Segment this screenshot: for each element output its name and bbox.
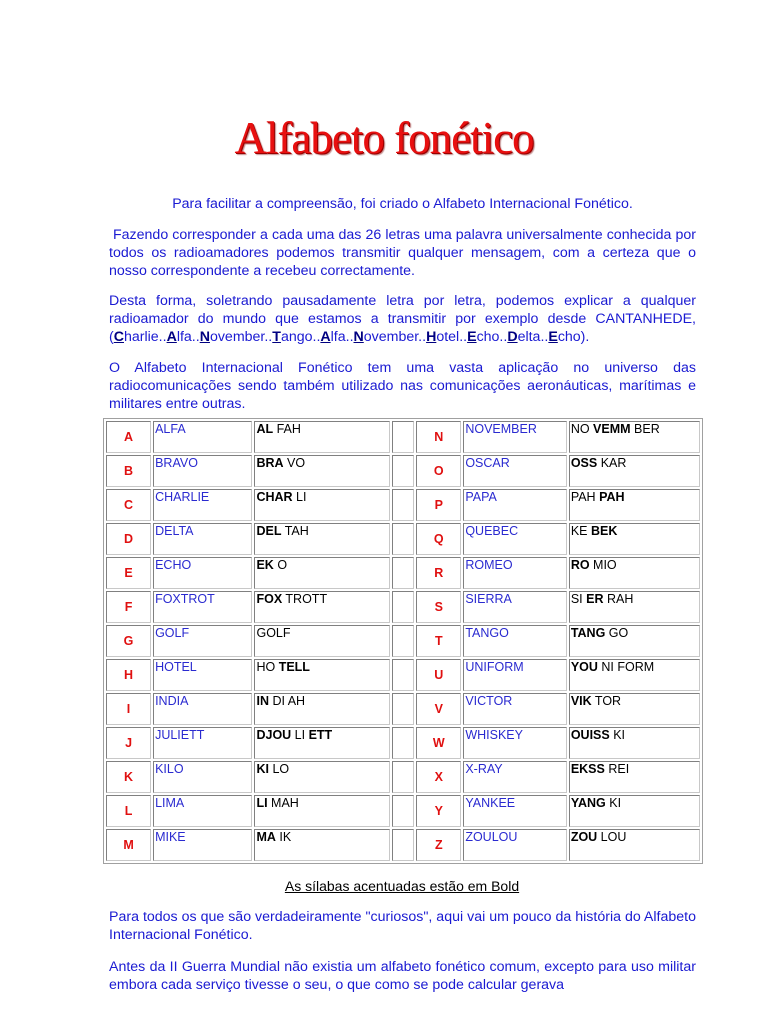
code-word-cell: WHISKEY (463, 727, 566, 759)
letter-cell: O (416, 455, 461, 487)
syllable: RAH (603, 592, 634, 606)
table-row (106, 761, 700, 793)
pronunciation-cell (569, 489, 700, 521)
table-row (106, 795, 700, 827)
syllable: O (273, 558, 288, 572)
example-initial: E (548, 329, 558, 345)
example-rest: ovember.. (209, 329, 273, 345)
pronunciation-cell (254, 693, 389, 725)
letter-cell: C (106, 489, 151, 521)
letter-cell: V (416, 693, 461, 725)
stressed-syllable: FOX (256, 592, 283, 606)
stressed-syllable: ETT (308, 728, 333, 742)
table-row (106, 489, 700, 521)
syllable: IK (275, 830, 292, 844)
example-rest: lfa.. (330, 329, 354, 345)
table-row (106, 829, 700, 861)
pronunciation-cell (254, 455, 389, 487)
stressed-syllable: DJOU (256, 728, 292, 742)
pronunciation-cell (569, 829, 700, 861)
code-word-cell: NOVEMBER (463, 421, 566, 453)
code-word-cell: SIERRA (463, 591, 566, 623)
pronunciation-cell (569, 795, 700, 827)
spacer-cell (392, 727, 415, 759)
stressed-syllable: RO (570, 558, 590, 572)
stressed-syllable: OSS (570, 456, 598, 470)
code-word-cell: HOTEL (153, 659, 252, 691)
syllable: LO (268, 762, 290, 776)
letter-cell: F (106, 591, 151, 623)
code-word-cell: ROMEO (463, 557, 566, 589)
code-word-cell: JULIETT (153, 727, 252, 759)
example-rest: lfa.. (176, 329, 200, 345)
pronunciation-cell (254, 727, 389, 759)
stressed-syllable: BEK (590, 524, 618, 538)
example-initial: N (353, 329, 364, 345)
paragraph-application: O Alfabeto Internacional Fonético tem uma vasta aplicação no universo das radiocomunicações sendo também utilizado nas comunicações aeronáuticas, marítimas e militares entre outras. (109, 360, 696, 412)
table-row (106, 557, 700, 589)
letter-cell: L (106, 795, 151, 827)
pronunciation-cell (569, 761, 700, 793)
spacer-cell (392, 523, 415, 555)
stressed-syllable: ZOU (570, 830, 598, 844)
table-row (106, 523, 700, 555)
code-word-cell: ALFA (153, 421, 252, 453)
pronunciation-cell (254, 591, 389, 623)
spacer-cell (392, 421, 415, 453)
syllable: KI (609, 728, 626, 742)
example-rest: elta.. (517, 329, 549, 345)
stressed-syllable: EKSS (570, 762, 605, 776)
example-initial: C (113, 329, 124, 345)
syllable: VO (283, 456, 306, 470)
example-initial: N (199, 329, 210, 345)
pronunciation-cell (254, 761, 389, 793)
paragraph-example-text: Desta forma, soletrando pausadamente letra por letra, podemos explicar a qualquer radioamador do mundo que estamos a transmitir por exemplo desde CANTANHEDE, ( (109, 293, 696, 345)
spacer-cell (392, 489, 415, 521)
stressed-syllable: AL (256, 422, 274, 436)
syllable: KE (570, 524, 591, 538)
pronunciation-cell (569, 591, 700, 623)
code-word-cell: KILO (153, 761, 252, 793)
syllable: NI FORM (597, 660, 655, 674)
paragraph-example (109, 292, 696, 346)
letter-cell: W (416, 727, 461, 759)
spacer-cell (392, 659, 415, 691)
code-word-cell: VICTOR (463, 693, 566, 725)
letter-cell: S (416, 591, 461, 623)
letter-cell: J (106, 727, 151, 759)
example-rest: harlie.. (123, 329, 167, 345)
pronunciation-cell (254, 489, 389, 521)
pronunciation-cell (254, 795, 389, 827)
syllable: MIO (589, 558, 617, 572)
pronunciation-cell (569, 421, 700, 453)
example-initial: H (426, 329, 437, 345)
code-word-cell: ZOULOU (463, 829, 566, 861)
pronunciation-cell (569, 557, 700, 589)
stressed-syllable: YOU (570, 660, 598, 674)
example-rest: ovember.. (363, 329, 427, 345)
letter-cell: U (416, 659, 461, 691)
letter-cell: Z (416, 829, 461, 861)
code-word-cell: MIKE (153, 829, 252, 861)
letter-cell: H (106, 659, 151, 691)
spacer-cell (392, 455, 415, 487)
pronunciation-cell (254, 829, 389, 861)
example-initial: E (467, 329, 477, 345)
code-word-cell: FOXTROT (153, 591, 252, 623)
stressed-syllable: IN (256, 694, 269, 708)
stressed-syllable: DEL (256, 524, 282, 538)
spacer-cell (392, 761, 415, 793)
syllable: REI (604, 762, 630, 776)
stressed-syllable: OUISS (570, 728, 610, 742)
code-word-cell: INDIA (153, 693, 252, 725)
stressed-syllable: TELL (278, 660, 310, 674)
syllable: LI (291, 728, 309, 742)
table-row (106, 693, 700, 725)
letter-cell: P (416, 489, 461, 521)
syllable: MAH (267, 796, 299, 810)
example-rest: cho.. (476, 329, 508, 345)
code-word-cell: UNIFORM (463, 659, 566, 691)
syllable: LI (292, 490, 307, 504)
cantanhede-example (114, 329, 590, 345)
paragraph-curious: Para todos os que são verdadeiramente "curiosos", aqui vai um pouco da história do Alfabeto Internacional Fonético. (109, 909, 696, 943)
code-word-cell: GOLF (153, 625, 252, 657)
spacer-cell (392, 795, 415, 827)
syllable: DI AH (268, 694, 306, 708)
stressed-syllable: ER (586, 592, 604, 606)
pronunciation-cell (569, 659, 700, 691)
example-rest: otel.. (436, 329, 468, 345)
pronunciation-cell (569, 625, 700, 657)
letter-cell: A (106, 421, 151, 453)
stressed-syllable: TANG (570, 626, 606, 640)
letter-cell: I (106, 693, 151, 725)
stressed-syllable: YANG (570, 796, 606, 810)
letter-cell: R (416, 557, 461, 589)
syllable: PAH (570, 490, 600, 504)
example-initial: A (166, 329, 177, 345)
table-row (106, 727, 700, 759)
stressed-syllable: VEMM (593, 422, 631, 436)
table-row (106, 421, 700, 453)
syllable: HO (256, 660, 279, 674)
syllable: NO (570, 422, 594, 436)
pronunciation-cell (569, 455, 700, 487)
code-word-cell: X-RAY (463, 761, 566, 793)
pronunciation-cell (254, 523, 389, 555)
stressed-syllable: EK (256, 558, 274, 572)
stressed-syllable: LI (256, 796, 268, 810)
spacer-cell (392, 829, 415, 861)
pronunciation-cell (254, 557, 389, 589)
code-word-cell: LIMA (153, 795, 252, 827)
letter-cell: B (106, 455, 151, 487)
pronunciation-cell (254, 659, 389, 691)
paragraph-history: Antes da II Guerra Mundial não existia um alfabeto fonético comum, excepto para uso militar embora cada serviço tivesse o seu, o que como se pode calcular gerava (109, 959, 696, 993)
code-word-cell: PAPA (463, 489, 566, 521)
example-rest: ango.. (280, 329, 321, 345)
bold-syllables-note: As sílabas acentuadas estão em Bold (284, 878, 520, 894)
code-word-cell: DELTA (153, 523, 252, 555)
code-word-cell: QUEBEC (463, 523, 566, 555)
syllable: BER (630, 422, 660, 436)
stressed-syllable: PAH (599, 490, 625, 504)
letter-cell: Q (416, 523, 461, 555)
spacer-cell (392, 693, 415, 725)
spacer-cell (392, 625, 415, 657)
syllable: TOR (591, 694, 622, 708)
intro-paragraph: Para facilitar a compreensão, foi criado o Alfabeto Internacional Fonético. (172, 196, 633, 212)
code-word-cell: TANGO (463, 625, 566, 657)
code-word-cell: OSCAR (463, 455, 566, 487)
pronunciation-cell (569, 693, 700, 725)
pronunciation-cell (569, 523, 700, 555)
letter-cell: T (416, 625, 461, 657)
syllable: TAH (281, 524, 309, 538)
syllable: KI (605, 796, 622, 810)
table-row (106, 659, 700, 691)
letter-cell: M (106, 829, 151, 861)
stressed-syllable: BRA (256, 456, 284, 470)
syllable: GOLF (256, 626, 291, 640)
stressed-syllable: MA (256, 830, 276, 844)
letter-cell: N (416, 421, 461, 453)
table-row (106, 625, 700, 657)
page-title: Alfabeto fonético (234, 113, 534, 163)
syllable: LOU (597, 830, 627, 844)
code-word-cell: CHARLIE (153, 489, 252, 521)
stressed-syllable: KI (256, 762, 269, 776)
paragraph-letters: Fazendo corresponder a cada uma das 26 letras uma palavra universalmente conhecida por todos os radioamadores podemos transmitir qualquer mensagem, com a certeza que o nosso correspondente a recebeu correctamente. (109, 227, 696, 279)
pronunciation-cell (254, 625, 389, 657)
spacer-cell (392, 557, 415, 589)
syllable: SI (570, 592, 587, 606)
code-word-cell: ECHO (153, 557, 252, 589)
pronunciation-cell (569, 727, 700, 759)
stressed-syllable: CHAR (256, 490, 293, 504)
example-initial: A (320, 329, 331, 345)
letter-cell: Y (416, 795, 461, 827)
pronunciation-cell (254, 421, 389, 453)
spacer-cell (392, 591, 415, 623)
table-row (106, 455, 700, 487)
example-initial: T (272, 329, 281, 345)
stressed-syllable: VIK (570, 694, 592, 708)
letter-cell: G (106, 625, 151, 657)
example-rest: cho). (557, 329, 590, 345)
syllable: GO (605, 626, 629, 640)
table-row (106, 591, 700, 623)
syllable: KAR (597, 456, 627, 470)
letter-cell: D (106, 523, 151, 555)
phonetic-alphabet-table (103, 418, 703, 864)
letter-cell: K (106, 761, 151, 793)
code-word-cell: YANKEE (463, 795, 566, 827)
syllable: FAH (273, 422, 301, 436)
syllable: TROTT (282, 592, 328, 606)
letter-cell: E (106, 557, 151, 589)
example-initial: D (507, 329, 518, 345)
code-word-cell: BRAVO (153, 455, 252, 487)
letter-cell: X (416, 761, 461, 793)
